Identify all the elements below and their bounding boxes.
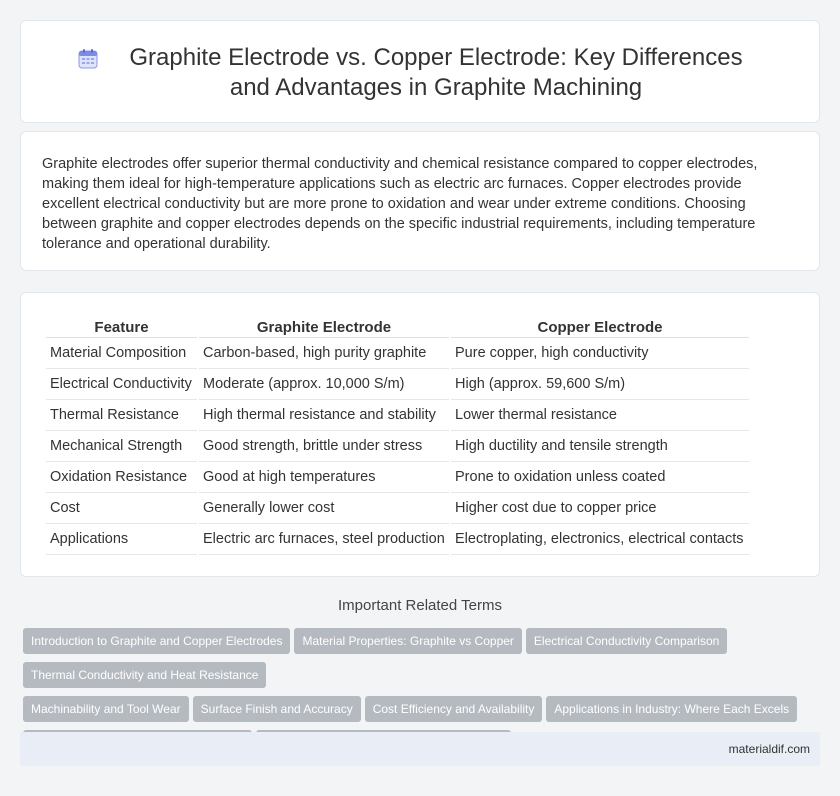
related-term-tag[interactable]: Machinability and Tool Wear	[23, 696, 189, 722]
table-cell: Cost	[46, 493, 197, 524]
comparison-table	[44, 314, 751, 555]
table-cell: Lower thermal resistance	[451, 400, 749, 431]
table-cell: High ductility and tensile strength	[451, 431, 749, 462]
table-cell: Higher cost due to copper price	[451, 493, 749, 524]
table-cell: Pure copper, high conductivity	[451, 338, 749, 369]
footer-site[interactable]: materialdif.com	[728, 742, 810, 756]
table-row	[46, 369, 749, 400]
table-row	[46, 493, 749, 524]
table-body	[46, 338, 749, 555]
table-header-row	[46, 314, 749, 338]
column-header: Copper Electrode	[451, 314, 749, 338]
intro-paragraph: Graphite electrodes offer superior thermal conductivity and chemical resistance compared to copper electrodes, making them ideal for high-temperature applications such as electric arc furnaces. Copper electrodes provide excellent electrical conductivity but are more prone to oxidation and wear under extreme conditions. Choosing between graphite and copper electrodes depends on the specific industrial requirements, including temperature tolerance and operational durability.	[42, 156, 758, 252]
table-cell: Prone to oxidation unless coated	[451, 462, 749, 493]
table-cell: Applications	[46, 524, 197, 555]
table-cell: Moderate (approx. 10,000 S/m)	[199, 369, 449, 400]
related-term-tag[interactable]: Introduction to Graphite and Copper Electrodes	[23, 628, 290, 654]
table-cell: Electrical Conductivity	[46, 369, 197, 400]
table-row	[46, 400, 749, 431]
related-terms-title: Important Related Terms	[338, 597, 502, 614]
comparison-card	[20, 292, 820, 577]
table-cell: Carbon-based, high purity graphite	[199, 338, 449, 369]
table-row	[46, 462, 749, 493]
page-title: Graphite Electrode vs. Copper Electrode: Key Differences and Advantages in Graphite Machining	[129, 44, 743, 101]
column-header: Graphite Electrode	[199, 314, 449, 338]
table-row	[46, 431, 749, 462]
table-cell: Good at high temperatures	[199, 462, 449, 493]
table-cell: Mechanical Strength	[46, 431, 197, 462]
table-cell: Material Composition	[46, 338, 197, 369]
intro-card	[20, 131, 820, 271]
related-term-tag[interactable]: Thermal Conductivity and Heat Resistance	[23, 662, 266, 688]
related-term-tag[interactable]: Cost Efficiency and Availability	[365, 696, 543, 722]
calendar-icon	[77, 48, 99, 70]
table-cell: Thermal Resistance	[46, 400, 197, 431]
table-row	[46, 524, 749, 555]
title-card	[20, 20, 820, 123]
table-row	[46, 338, 749, 369]
column-header: Feature	[46, 314, 197, 338]
table-cell: Oxidation Resistance	[46, 462, 197, 493]
related-term-tag[interactable]: Applications in Industry: Where Each Excels	[546, 696, 797, 722]
table-cell: High (approx. 59,600 S/m)	[451, 369, 749, 400]
footer	[20, 732, 820, 766]
table-cell: Electric arc furnaces, steel production	[199, 524, 449, 555]
table-cell: Electroplating, electronics, electrical contacts	[451, 524, 749, 555]
table-cell: Generally lower cost	[199, 493, 449, 524]
table-cell: Good strength, brittle under stress	[199, 431, 449, 462]
related-term-tag[interactable]: Material Properties: Graphite vs Copper	[294, 628, 521, 654]
related-term-tag[interactable]: Surface Finish and Accuracy	[193, 696, 361, 722]
table-cell: High thermal resistance and stability	[199, 400, 449, 431]
related-term-tag[interactable]: Electrical Conductivity Comparison	[526, 628, 727, 654]
title-wrap	[21, 43, 819, 103]
